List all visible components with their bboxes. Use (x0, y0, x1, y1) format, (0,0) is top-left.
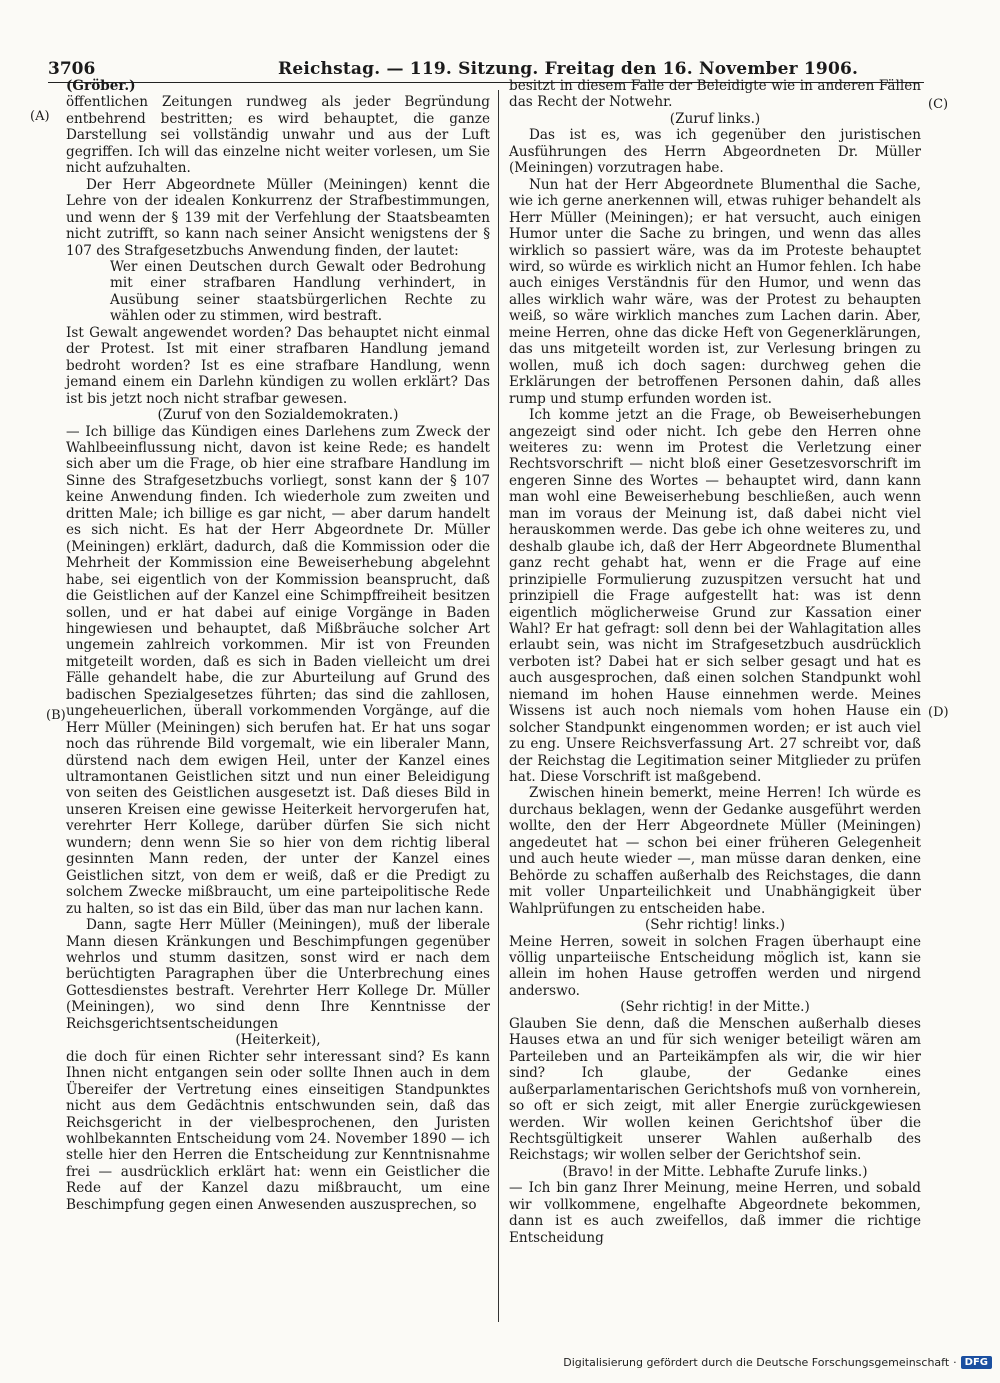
paragraph: — Ich bin ganz Ihrer Meinung, meine Herren, und sobald wir vollkommene, engelhafte Abgeordnete bekommen, dann ist es auch zweifellos, daß immer die richtige Entscheidung (509, 1180, 921, 1246)
interjection: (Zuruf von den Sozialdemokraten.) (157, 407, 399, 424)
margin-mark-c: (C) (928, 97, 949, 112)
interjection: (Heiterkeit), (235, 1032, 321, 1049)
margin-mark-b: (B) (46, 708, 66, 723)
footer-text: Digitalisierung gefördert durch die Deutsche Forschungsgemeinschaft (563, 1356, 950, 1369)
paragraph: öffentlichen Zeitungen rundweg als jeder Begründung entbehrend bestritten; es wird behauptet, die ganze Darstellung sei vollständig unwahr und aus der Luft gegriffen. Ich will das einzelne nicht weiter vorlesen, um Sie nicht aufzuhalten. (66, 94, 490, 177)
quoted-law: Wer einen Deutschen durch Gewalt oder Bedrohung mit einer strafbaren Handlung verhindert, in Ausübung seiner staatsbürgerlichen Rechte zu wählen oder zu stimmen, wird bestraft. (110, 258, 486, 325)
paragraph: Glauben Sie denn, daß die Menschen außerhalb dieses Hauses etwa an und für sich weniger beteiligt wären am Parteileben und an Parteikämpfen als wir, die wir hier sind? Ich glaube, der Gedanke eines außerparlamentarischen Gerichtshofs muß von vornherein, so oft er sich zeigt, mit aller Energie zurückgewiesen werden. Wir wollen keinen Gerichtshof über die Rechtsgültigkeit unserer Wahlen außerhalb des Reichstags; wir wollen selber der Gerichtshof sein. (509, 1015, 921, 1164)
paragraph: Ich komme jetzt an die Frage, ob Beweiserhebungen angezeigt sind oder nicht. Ich gebe den Herren ohne weiteres zu: wenn im Protest die Verletzung einer Rechtsvorschrift — nicht bloß einer Gesetzesvorschrift im engeren Sinne des Wortes — behauptet wird, dann kann man wohl eine Beweiserhebung beschließen, auch wenn man im voraus der Meinung ist, daß dabei nicht viel herauskommen werde. Das gebe ich ohne weiteres zu, und deshalb glaube ich, daß der Herr Abgeordnete Blumenthal ganz recht gehabt hat, wenn er die Frage auf eine prinzipielle Formulierung zuzuspitzen versucht hat und prinzipiell die Frage aufgestellt hat: was ist denn eigentlich möglicherweise Grund zur Kassation einer Wahl? Er hat gefragt: soll denn bei der Wahlagitation alles erlaubt sein, was nicht im Strafgesetzbuch ausdrücklich verboten ist? Dabei hat er sich selber gesagt und hat es auch ausgesprochen, daß einen solchen Standpunkt wohl niemand im hohen Hause einnehmen werde. Meines Wissens ist auch noch niemals vom hohen Hause ein solcher Standpunkt eingenommen worden; er ist auch viel zu eng. Unsere Reichsverfassung Art. 27 schreibt vor, daß der Reichstag die Legitimation seiner Mitglieder zu prüfen hat. Diese Vorschrift ist maßgebend. (509, 407, 921, 786)
left-column (66, 78, 490, 1213)
paragraph: Ist Gewalt angewendet worden? Das behauptet nicht einmal der Protest. Ist mit einer strafbaren Handlung jemand bedroht worden? Ist es eine strafbare Handlung, wenn jemand einem ein Darlehn kündigen zu wollen erklärt? Das ist bis jetzt noch nicht strafbar gewesen. (66, 324, 490, 407)
paragraph: Zwischen hinein bemerkt, meine Herren! Ich würde es durchaus beklagen, wenn der Gedanke ausgeführt werden wollte, den der Herr Abgeordnete Müller (Meiningen) angedeutet hat — schon bei einer früheren Gelegenheit und auch heute wieder —, man müsse daran denken, eine Behörde zu schaffen außerhalb des Reichstages, die dann mit voller Unparteilichkeit und Unabhängigkeit über Wahlprüfungen zu entscheiden habe. (509, 785, 921, 917)
paragraph: Dann, sagte Herr Müller (Meiningen), muß der liberale Mann diesen Kränkungen und Beschimpfungen gegenüber wehrlos und stumm dasitzen, sonst wird er nach dem berüchtigten Paragraphen über die Unterbrechung eines Gottesdienstes bestraft. Verehrter Herr Kollege Dr. Müller (Meiningen), wo sind denn Ihre Kenntnisse der Reichsgerichtsentscheidungen (66, 917, 490, 1032)
margin-mark-a: (A) (30, 109, 50, 124)
dfg-logo: DFG (961, 1356, 992, 1369)
running-title: Reichstag. — 119. Sitzung. Freitag den 16. November 1906. (278, 59, 859, 79)
interjection: (Zuruf links.) (669, 110, 761, 127)
margin-mark-d: (D) (928, 705, 949, 720)
page-number: 3706 (48, 59, 96, 79)
paragraph: besitzt in diesem Falle der Beleidigte wie in anderen Fällen das Recht der Notwehr. (509, 78, 921, 111)
paragraph: Der Herr Abgeordnete Müller (Meiningen) kennt die Lehre von der idealen Konkurrenz der Strafbestimmungen, und wenn der § 139 mit der Verfehlung der Staatsbeamten nicht zutrifft, so kann nach seiner Ansicht wenigstens der § 107 des Strafgesetzbuchs Anwendung finden, der lautet: (66, 176, 490, 259)
paragraph: die doch für einen Richter sehr interessant sind? Es kann Ihnen nicht entgangen sein oder sollte Ihnen auch in dem Übereifer der Vertretung eines einseitigen Standpunktes nicht aus dem Gedächtnis entschwunden sein, daß das Reichsgericht in der vielbesprochenen, den Juristen wohlbekannten Entscheidung vom 24. November 1890 — ich stelle hier den Herren die Entscheidung zur Kenntnisnahme frei — ausdrücklich erklärt hat: wenn ein Geistlicher die Rede auf der Kanzel dazu mißbraucht, um eine Beschimpfung gegen einen Anwesenden auszusprechen, so (66, 1048, 490, 1213)
paragraph: Meine Herren, soweit in solchen Fragen überhaupt eine völlig unparteiische Entscheidung möglich ist, kann sie allein im hohen Hause getroffen werden und nirgend anderswo. (509, 933, 921, 999)
paragraph: — Ich billige das Kündigen eines Darlehens zum Zweck der Wahlbeeinflussung nicht, davon ist keine Rede; es handelt sich aber um die Frage, ob hier eine strafbare Handlung im Sinne des Strafgesetzbuchs vorliegt, sonst kann der § 107 keine Anwendung finden. Ich wiederhole zum zweiten und dritten Male; ich billige es gar nicht, — aber darum handelt es sich nicht. Es hat der Herr Abgeordnete Dr. Müller (Meiningen) erklärt, dadurch, daß die Kommission oder die Mehrheit der Kommission eine Beweiserhebung abgelehnt habe, sei eigentlich von der Kommission beansprucht, daß die Geistlichen auf der Kanzel eine Schimpffreiheit besitzen sollen, und er hat dabei auf einige Vorgänge in Baden hingewiesen und behauptet, daß Mißbräuche solcher Art ungemein zahlreich vorkommen. Mir ist von Freunden mitgeteilt worden, daß es sich in Baden vielleicht um drei Fälle gehandelt habe, die zur Aburteilung auf Grund des badischen Spezialgesetzes führten; das sind die zahllosen, ungeheuerlichen, überall vorkommenden Vorgänge, auf die Herr Müller (Meiningen) sich berufen hat. Er hat uns sogar noch das rührende Bild vorgemalt, wie ein liberaler Mann, dürstend nach dem ewigen Heil, unter der Kanzel eines ultramontanen Geistlichen sitzt und nun einer Beleidigung von seiten des Geistlichen ausgesetzt ist. Daß dieses Bild in unseren Kreisen eine gewisse Heiterkeit hervorgerufen hat, verehrter Herr Kollege, darüber dürfen Sie sich nicht wundern; denn wenn Sie so hier von dem richtig liberal gesinnten Mann reden, der unter der Kanzel eines Geistlichen sitzt, von dem er weiß, daß er die Predigt zu solchem Zwecke mißbraucht, um eine parteipolitische Rede zu halten, so ist das ein Bild, über das man nur lachen kann. (66, 423, 490, 917)
paragraph: Nun hat der Herr Abgeordnete Blumenthal die Sache, wie ich gerne anerkennen will, etwas ruhiger behandelt als Herr Müller (Meiningen); er hat versucht, auch einigen Humor unter die Sache zu bringen, und wenn das alles wirklich so passiert wäre, was da im Proteste behauptet wird, so würde es wirklich nicht an Humor fehlen. Ich habe auch einiges Verständnis für den Humor, und wenn das alles wirklich wahr wäre, was der Protest zu behaupten weiß, so wäre wirklich manches zum Lachen darin. Aber, meine Herren, ohne das dicke Heft von Gegenerklärungen, das uns mitgeteilt worden ist, zur Verlesung bringen zu wollen, muß ich doch sagen: durchweg gehen die Erklärungen der betroffenen Personen dahin, daß alles rump und stump erfunden worden ist. (509, 176, 921, 407)
speaker-name: (Gröber.) (66, 78, 136, 94)
interjection: (Bravo! in der Mitte. Lebhafte Zurufe links.) (562, 1163, 868, 1180)
paragraph: Das ist es, was ich gegenüber den juristischen Ausführungen des Herrn Abgeordneten Dr. Müller (Meiningen) vorzutragen habe. (509, 127, 921, 177)
interjection: (Sehr richtig! links.) (644, 917, 786, 934)
interjection: (Sehr richtig! in der Mitte.) (620, 999, 810, 1016)
footer-credit: Digitalisierung gefördert durch die Deutsche Forschungsgemeinschaft · DFG (563, 1356, 992, 1369)
right-column (509, 78, 921, 1246)
column-separator (498, 90, 499, 1322)
